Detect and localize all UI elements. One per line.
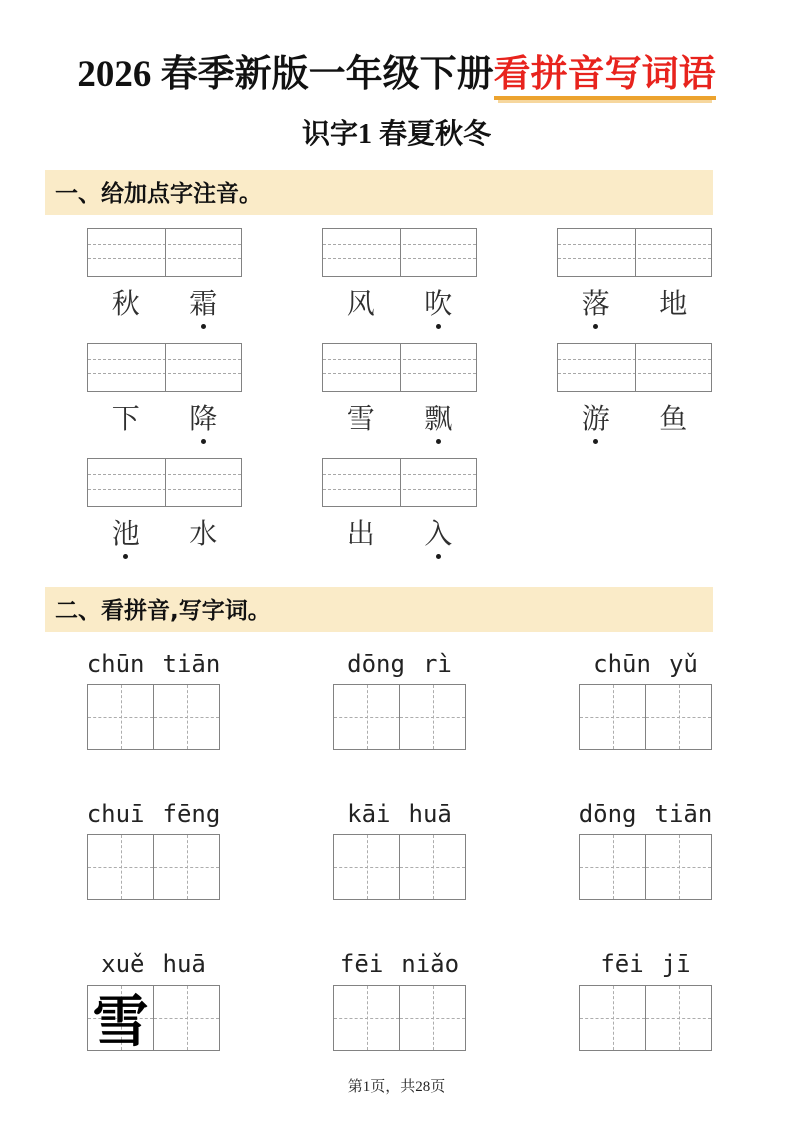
page-number: 第1页，共28页 (347, 1079, 446, 1095)
hanzi-char: 雪 (346, 403, 375, 435)
pinyin-label: dōng tiān (578, 800, 713, 829)
writing-grid (87, 834, 220, 900)
section2-row (87, 652, 712, 750)
grid-cell (334, 986, 400, 1050)
hanzi-char: 落 (581, 288, 610, 320)
hanzi-char: 霜 (189, 288, 218, 320)
pinyin-word-item (87, 652, 220, 750)
section1-heading: 一、给加点字注音。 (45, 170, 713, 215)
word-chars (87, 289, 242, 321)
section2-row (87, 802, 712, 900)
answer-char (400, 986, 465, 1050)
pinyin-write-box (87, 228, 242, 277)
pinyin-word-item (333, 802, 466, 900)
hanzi-char: 水 (189, 518, 218, 550)
hanzi-char: 风 (346, 288, 375, 320)
answer-char (154, 986, 219, 1050)
grid-cell (646, 685, 711, 749)
pinyin-label: kāi huā (347, 800, 452, 829)
answer-char (646, 835, 711, 899)
pinyin-word-item (579, 652, 712, 750)
writing-grid (579, 985, 712, 1051)
hanzi-char: 出 (346, 518, 375, 550)
annotation-item (87, 458, 242, 551)
writing-grid (333, 834, 466, 900)
answer-char (400, 685, 465, 749)
grid-cell (88, 685, 154, 749)
pinyin-word-item (579, 802, 712, 900)
grid-cell (400, 835, 465, 899)
answer-char (580, 835, 645, 899)
grid-cell (646, 986, 711, 1050)
pinyin-label: dōng rì (347, 650, 452, 679)
title-red-part: 看拼音写词语 (494, 54, 716, 100)
pinyin-write-box (87, 343, 242, 392)
lesson-subtitle: 识字1 春夏秋冬 (301, 118, 491, 150)
answer-char (646, 685, 711, 749)
pinyin-label: chūn tiān (86, 650, 221, 679)
grid-cell (334, 835, 400, 899)
answer-char (334, 685, 399, 749)
grid-cell (154, 685, 219, 749)
word-chars (557, 404, 712, 436)
annotation-item (87, 228, 242, 321)
grid-cell (154, 835, 219, 899)
answer-char (580, 986, 645, 1050)
word-chars (322, 404, 477, 436)
pinyin-word-item (87, 802, 220, 900)
section1-row (87, 458, 712, 551)
annotation-item (322, 343, 477, 436)
hanzi-char: 下 (111, 403, 140, 435)
pinyin-word-item (87, 950, 220, 1055)
grid-cell (88, 986, 154, 1055)
grid-cell (580, 685, 646, 749)
answer-char (334, 986, 399, 1050)
hanzi-char: 飘 (424, 403, 453, 435)
pinyin-word-item (333, 952, 466, 1050)
pinyin-word-item (333, 652, 466, 750)
grid-cell (88, 835, 154, 899)
answer-char (646, 986, 711, 1050)
writing-grid (87, 985, 220, 1055)
word-chars (87, 519, 242, 551)
hanzi-char: 秋 (111, 288, 140, 320)
grid-cell (334, 685, 400, 749)
section1-row (87, 228, 712, 321)
answer-char (580, 685, 645, 749)
page-title (0, 54, 793, 97)
answer-char (400, 835, 465, 899)
annotation-item (322, 228, 477, 321)
grid-cell (580, 835, 646, 899)
writing-grid (333, 985, 466, 1051)
answer-char (154, 835, 219, 899)
annotation-item (557, 228, 712, 321)
pinyin-write-box (557, 343, 712, 392)
pinyin-write-box (557, 228, 712, 277)
pinyin-label: fēi jī (600, 950, 691, 979)
title-black-part: 2026 春季新版一年级下册 (77, 54, 494, 95)
grid-cell (580, 986, 646, 1050)
pinyin-label: chuī fēng (86, 800, 221, 829)
grid-cell (154, 986, 219, 1050)
hanzi-char: 吹 (424, 288, 453, 320)
grid-cell (646, 835, 711, 899)
hanzi-char: 地 (659, 288, 688, 320)
word-chars (557, 289, 712, 321)
answer-char (88, 685, 153, 749)
hanzi-char: 鱼 (659, 403, 688, 435)
pinyin-label: fēi niǎo (339, 950, 460, 979)
writing-grid (579, 684, 712, 750)
answer-char (154, 685, 219, 749)
writing-grid (579, 834, 712, 900)
grid-cell (400, 685, 465, 749)
pinyin-label: xuě huā (101, 950, 206, 979)
writing-grid (87, 684, 220, 750)
word-chars (322, 519, 477, 551)
word-chars (322, 289, 477, 321)
section2-heading: 二、看拼音,写字词。 (45, 587, 713, 632)
pinyin-write-box (322, 343, 477, 392)
answer-char: 雪 (92, 989, 149, 1055)
pinyin-write-box (322, 458, 477, 507)
hanzi-char: 降 (189, 403, 218, 435)
word-chars (87, 404, 242, 436)
answer-char (334, 835, 399, 899)
hanzi-char: 游 (581, 403, 610, 435)
annotation-item (322, 458, 477, 551)
pinyin-write-box (322, 228, 477, 277)
pinyin-write-box (87, 458, 242, 507)
pinyin-word-item (579, 952, 712, 1050)
annotation-item (87, 343, 242, 436)
grid-cell (400, 986, 465, 1050)
annotation-item (557, 343, 712, 436)
pinyin-label: chūn yǔ (593, 650, 698, 679)
section2-row (87, 950, 712, 1055)
section1-row (87, 343, 712, 436)
hanzi-char: 入 (424, 518, 453, 550)
answer-char (88, 835, 153, 899)
writing-grid (333, 684, 466, 750)
hanzi-char: 池 (111, 518, 140, 550)
